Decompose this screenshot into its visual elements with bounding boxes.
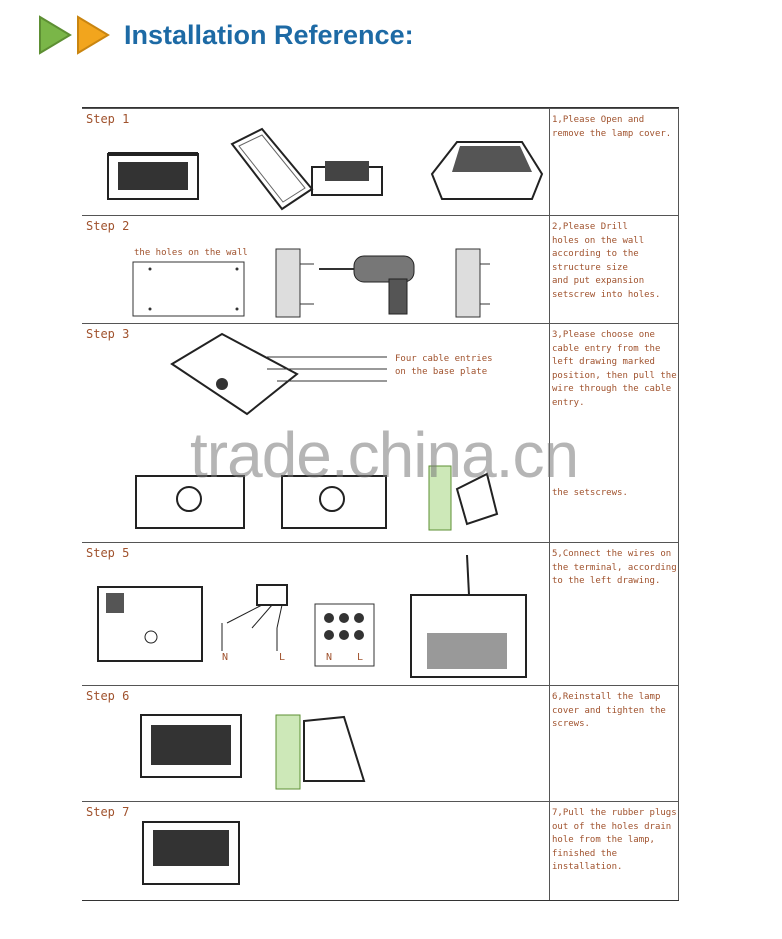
lamp-finished-drawing [137, 818, 247, 893]
green-arrow-icon [38, 15, 72, 55]
drill-drawing [274, 244, 434, 319]
terminal-l-label: L [279, 652, 286, 663]
image-label: Four cable entries on the base plate [395, 354, 493, 377]
step-description: 3,Please choose one cable entry from the left drawing marked position, then pull the wire through the cable entry. [552, 330, 677, 408]
terminal-l-label-2: L [357, 652, 364, 663]
step-label: Step 5 [86, 546, 130, 560]
step-label: Step 7 [86, 805, 130, 819]
terminal-n-label-2: N [326, 652, 333, 663]
lamp-wired-drawing [407, 553, 532, 681]
step-row-7 [82, 801, 679, 901]
step-label: Step 2 [86, 219, 130, 233]
step-row-2 [82, 215, 679, 324]
step-label: Step 6 [86, 689, 130, 703]
step-description: the setscrews. [552, 488, 628, 498]
step-row-5 [82, 542, 679, 686]
terminal-box-drawing [96, 585, 206, 665]
orange-arrow-icon [76, 15, 110, 55]
wall-setscrew-drawing [452, 244, 492, 319]
terminal-n-label: N [222, 652, 229, 663]
step-description: 2,Please Drill holes on the wall according to the structure size and put expansion setscrew into holes. [552, 222, 661, 300]
watermark: trade.china.cn [190, 419, 579, 491]
lamp-reinstalled-drawing [137, 711, 247, 781]
step-description: 7,Pull the rubber plugs out of the holes drain hole from the lamp, finished the installation. [552, 808, 677, 872]
base-plate-drawing [167, 329, 392, 424]
step-description: 1,Please Open and remove the lamp cover. [552, 115, 672, 139]
step-row-1 [82, 108, 679, 216]
installation-table [82, 107, 679, 901]
step-label: Step 3 [86, 327, 130, 341]
page-header [38, 10, 414, 60]
image-label: the holes on the wall [134, 248, 248, 258]
lamp-interior-drawing [422, 134, 552, 209]
lamp-closed-drawing [104, 144, 204, 209]
terminal-connector-drawing [314, 603, 376, 668]
lamp-cover-drawing [227, 124, 317, 214]
step-label: Step 1 [86, 112, 130, 126]
step-description: 5,Connect the wires on the terminal, according to the left drawing. [552, 549, 677, 586]
wall-holes-drawing [132, 261, 247, 319]
lamp-open-drawing [307, 159, 387, 204]
page-title: Installation Reference: [124, 19, 414, 50]
step-description: 6,Reinstall the lamp cover and tighten the screws. [552, 692, 666, 729]
lamp-wall-mounted-drawing [274, 711, 374, 793]
step-row-6 [82, 685, 679, 802]
